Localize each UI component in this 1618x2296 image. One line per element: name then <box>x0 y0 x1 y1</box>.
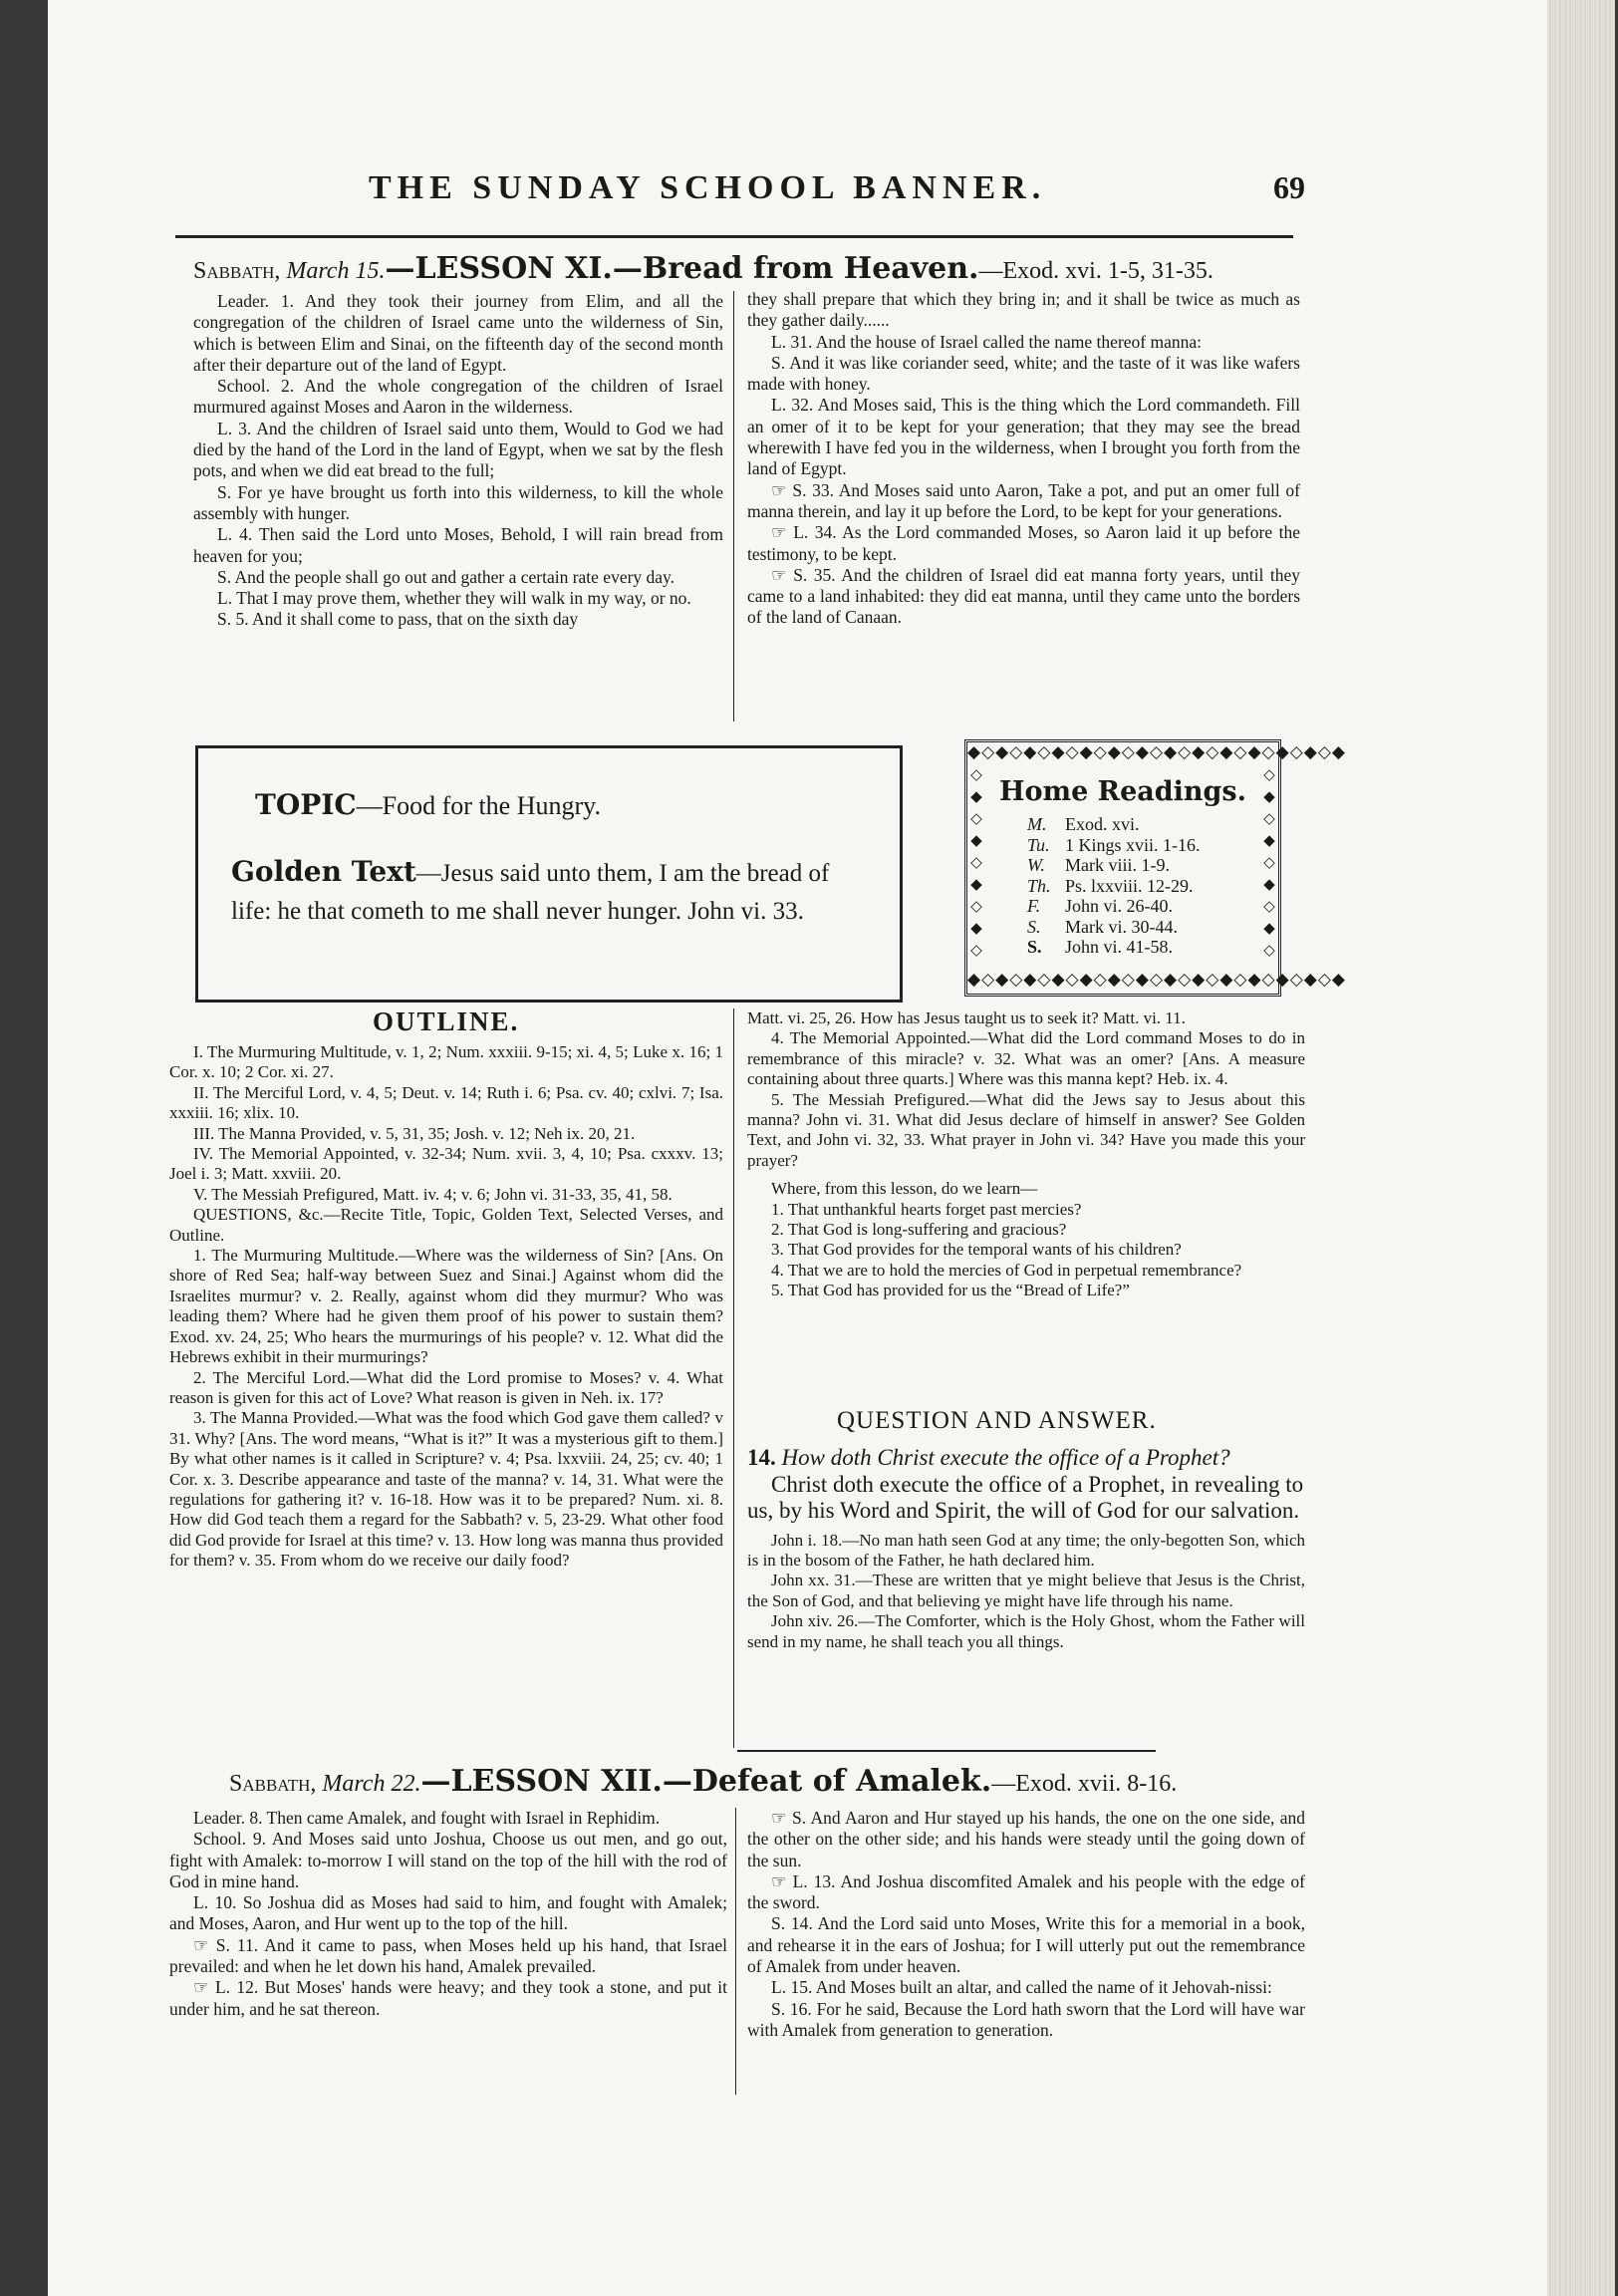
catechism-question <box>747 1445 1305 1472</box>
verse-paragraph: S. And it was like coriander seed, white; and the taste of it was like wafers made with honey. <box>747 352 1300 395</box>
lesson-11-title: —LESSON XI.—Bread from Heaven. <box>385 251 979 286</box>
topic-label: TOPIC <box>255 788 357 821</box>
question-paragraph: 3. The Manna Provided.—What was the food which God gave them called? v 31. Why? [Ans. The word means, “What is it?” It was a mysterious gift to them.] By what other names is it called in Scripture? v. 4; Psa. lxxviii. 24, 25; cv. 40; 1 Cor. x. 3. Describe appearance and taste of the manna? v. 14, 31. What were the regulations for gathering it? v. 16-18. How was it to be prepared? Num. xi. 8. How did God teach them a regard for the Sabbath? v. 5, 23-29. What other food did God provide for Israel at this time? v. 13. How long was manna thus provided for them? v. 35. From whom do we receive our daily food? <box>169 1408 723 1571</box>
periodical-title: THE SUNDAY SCHOOL BANNER. <box>369 169 1047 206</box>
reading-item: M. Exod. xvi. <box>1027 814 1140 834</box>
reading-item: S. John vi. 41-58. <box>1027 937 1173 957</box>
lesson-12-left-column <box>169 1808 727 2020</box>
lesson-12-reference: —Exod. xvii. 8-16. <box>991 1771 1178 1797</box>
lesson-11-reference: —Exod. xvi. 1-5, 31-35. <box>978 258 1214 284</box>
outline-item: III. The Manna Provided, v. 5, 31, 35; Josh. v. 12; Neh ix. 20, 21. <box>193 1123 636 1143</box>
question-number: 14. <box>747 1445 776 1470</box>
lesson-12-title: —LESSON XII.—Defeat of Amalek. <box>420 1764 992 1799</box>
home-readings-title: Home Readings. <box>999 776 1247 807</box>
learn-item: 1. That unthankful hearts forget past mercies? <box>771 1199 1082 1219</box>
verse-paragraph: ☞ L. 34. As the Lord commanded Moses, so Aaron laid it up before the testimony, to be kept. <box>747 522 1300 564</box>
learn-item: 2. That God is long-suffering and gracious? <box>771 1220 1067 1240</box>
question-paragraph: 4. The Memorial Appointed.—What did the Lord command Moses to do in remembrance of this miracle? v. 32. What was an omer? [Ans. A measure containing about three quarts.] Where was this manna kept? Heb. ix. 4. <box>747 1028 1305 1089</box>
outline-item: IV. The Memorial Appointed, v. 32-34; Num. xvii. 3, 4, 10; Psa. cxxxv. 13; Joel i. 3; Matt. xxviii. 20. <box>169 1144 723 1184</box>
verse-paragraph: ☞ S. 33. And Moses said unto Aaron, Take a pot, and put an omer full of manna therein, and lay it up before the Lord, to be kept for your generations. <box>747 479 1300 521</box>
verse-paragraph: L. 4. Then said the Lord unto Moses, Behold, I will rain bread from heaven for you; <box>193 524 723 566</box>
topic-line <box>255 788 601 821</box>
lesson-11-heading <box>193 251 1214 286</box>
question-paragraph: Matt. vi. 25, 26. How has Jesus taught us to seek it? Matt. vi. 11. <box>747 1008 1186 1027</box>
golden-text-body: —Jesus said unto them, I am the bread of life: he that cometh to me shall never hunger. John vi. 33. <box>231 860 830 925</box>
lesson-12-day: Sabbath, <box>229 1771 317 1797</box>
column-divider <box>733 291 734 721</box>
lesson-12-date: March 22. <box>322 1771 421 1797</box>
learn-item: 3. That God provides for the temporal wants of his children? <box>771 1240 1182 1260</box>
ornament-border-left: ◇ ◆ ◇ ◆ ◇ ◆ ◇ ◆ ◇ <box>970 767 982 959</box>
lesson-12-heading <box>229 1764 1177 1799</box>
question-answer-body <box>747 1445 1305 1652</box>
reading-item: W. Mark viii. 1-9. <box>1027 855 1170 875</box>
running-header <box>369 169 1305 209</box>
box-left-border <box>195 748 198 1000</box>
verse-paragraph: S. 5. And it shall come to pass, that on the sixth day <box>217 609 579 630</box>
ornament-border-bottom: ◆◇◆◇◆◇◆◇◆◇◆◇◆◇◆◇◆◇◆◇◆◇◆◇◆◇◆ <box>967 970 1346 989</box>
reading-item: Th. Ps. lxxviii. 12-29. <box>1027 875 1194 896</box>
outline-item: V. The Messiah Prefigured, Matt. iv. 4; v. 6; John vi. 31-33, 35, 41, 58. <box>193 1184 673 1204</box>
question-paragraph: 2. The Merciful Lord.—What did the Lord promise to Moses? v. 4. What reason is given for this act of Love? What reason is given in Neh. ix. 17? <box>169 1367 723 1407</box>
question-answer-title: QUESTION AND ANSWER. <box>837 1407 1157 1434</box>
reading-item: F. John vi. 26-40. <box>1027 896 1173 916</box>
outline-item: QUESTIONS, &c.—Recite Title, Topic, Golden Text, Selected Verses, and Outline. <box>169 1205 723 1245</box>
header-rule <box>175 235 1293 238</box>
verse-paragraph: ☞ L. 13. And Joshua discomfited Amalek and his people with the edge of the sword. <box>747 1870 1305 1913</box>
verse-paragraph: L. That I may prove them, whether they will walk in my way, or no. <box>217 588 691 609</box>
verse-paragraph: L. 15. And Moses built an altar, and called the name of it Jehovah-nissi: <box>771 1977 1272 1998</box>
lesson-separator-rule <box>737 1750 1156 1752</box>
verse-paragraph: ☞ S. 35. And the children of Israel did eat manna forty years, until they came to a land inhabited: they did eat manna, until they came unto the borders of the land of Canaan. <box>747 564 1300 628</box>
lesson-11-left-column <box>193 291 723 631</box>
home-readings-box <box>964 739 1346 997</box>
verse-paragraph: they shall prepare that which they bring in; and it shall be twice as much as they gather daily...... <box>747 289 1300 331</box>
verse-paragraph: S. 16. For he said, Because the Lord hath sworn that the Lord will have war with Amalek from generation to generation. <box>747 1998 1305 2040</box>
page-edges <box>1547 0 1615 2296</box>
verse-paragraph: S. And the people shall go out and gather a certain rate every day. <box>217 566 675 587</box>
column-divider <box>735 1808 736 2095</box>
verse-paragraph: Leader. 8. Then came Amalek, and fought with Israel in Rephidim. <box>193 1808 661 1828</box>
proof-texts <box>747 1531 1305 1652</box>
question-text: How doth Christ execute the office of a Prophet? <box>781 1445 1230 1470</box>
proof-text: John xx. 31.—These are written that ye might believe that Jesus is the Christ, the Son of God, and that believing ye might have life through his name. <box>747 1571 1305 1610</box>
question-paragraph: 5. The Messiah Prefigured.—What did the Jews say to Jesus about this manna? John vi. 31. What did Jesus declare of himself in answer? See Golden Text, and John vi. 32, 33. What prayer in John vi. 34? Have you made this your prayer? <box>747 1089 1305 1170</box>
proof-text: John i. 18.—No man hath seen God at any time; the only-begotten Son, which is in the bosom of the Father, he hath declared him. <box>747 1530 1305 1570</box>
verse-paragraph: ☞ S. And Aaron and Hur stayed up his hands, the one on the one side, and the other on the other side; and his hands were steady until the going down of the sun. <box>747 1808 1305 1870</box>
verse-paragraph: Leader. 1. And they took their journey from Elim, and all the congregation of the children of Israel came unto the wilderness of Sin, which is between Elim and Sinai, on the fifteenth day of the second month after their departure out of the land of Egypt. <box>193 291 723 375</box>
verse-paragraph: L. 10. So Joshua did as Moses had said to him, and fought with Amalek; and Moses, Aaron, and Hur went up to the top of the hill. <box>169 1892 727 1934</box>
box-right-border <box>900 748 903 1000</box>
outline-item: I. The Murmuring Multitude, v. 1, 2; Num. xxxiii. 9-15; xi. 4, 5; Luke x. 16; 1 Cor. x. 10; 2 Cor. xi. 27. <box>169 1042 723 1082</box>
verse-paragraph: School. 2. And the whole congregation of the children of Israel murmured against Moses and Aaron in the wilderness. <box>193 376 723 418</box>
verse-paragraph: School. 9. And Moses said unto Joshua, Choose us out men, and go out, fight with Amalek: to-morrow I will stand on the top of the hill with the rod of God in mine hand. <box>169 1829 727 1891</box>
lesson-11-date: March 15. <box>286 258 386 284</box>
lesson-11-day: Sabbath, <box>193 258 281 284</box>
proof-text: John xiv. 26.—The Comforter, which is the Holy Ghost, whom the Father will send in my name, he shall teach you all things. <box>747 1611 1305 1651</box>
lesson-11-right-column <box>747 289 1300 629</box>
lesson-12-right-column <box>747 1808 1305 2041</box>
questions-right-column <box>747 1008 1305 1301</box>
golden-text-label: Golden Text <box>231 855 416 888</box>
outline-item: II. The Merciful Lord, v. 4, 5; Deut. v. 14; Ruth i. 6; Psa. cv. 40; cxlvi. 7; Isa. xxxiii. 16; xlix. 10. <box>169 1082 723 1123</box>
verse-paragraph: L. 32. And Moses said, This is the thing which the Lord commandeth. Fill an omer of it to be kept for your generation; that they may see the bread wherewith I have fed you in the wilderness, when I brought you forth from the land of Egypt. <box>747 395 1300 479</box>
verse-paragraph: S. 14. And the Lord said unto Moses, Write this for a memorial in a book, and rehearse it in the ears of Joshua; for I will utterly put out the remembrance of Amalek from under heaven. <box>747 1913 1305 1977</box>
question-paragraph: 1. The Murmuring Multitude.—Where was the wilderness of Sin? [Ans. On shore of Red Sea; half-way between Suez and Sinai.] Against whom did the Israelites murmur? v. 2. Really, against whom did they murmur? Who was leading them? Where had he given them proof of his power to sustain them? Exod. xv. 24, 25; Who hears the murmurings of his people? v. 12. What did the Hebrews exhibit in their murmurings? <box>169 1246 723 1367</box>
home-readings-list <box>1027 814 1201 958</box>
reading-item: S. Mark vi. 30-44. <box>1027 916 1178 937</box>
ornament-border-top: ◆◇◆◇◆◇◆◇◆◇◆◇◆◇◆◇◆◇◆◇◆◇◆◇◆◇◆ <box>967 742 1346 761</box>
page-number: 69 <box>1273 169 1305 205</box>
topic-golden-text-box <box>195 745 903 1003</box>
learn-intro: Where, from this lesson, do we learn— <box>771 1179 1038 1199</box>
topic-text: —Food for the Hungry. <box>356 791 601 820</box>
ornament-border-right: ◇ ◆ ◇ ◆ ◇ ◆ ◇ ◆ ◇ <box>1263 767 1275 959</box>
verse-paragraph: S. For ye have brought us forth into this wilderness, to kill the whole assembly with hunger. <box>193 481 723 523</box>
outline-title: OUTLINE. <box>373 1006 520 1036</box>
column-divider <box>733 1008 734 1748</box>
outline-column <box>169 1042 723 1572</box>
learn-item: 4. That we are to hold the mercies of God in perpetual remembrance? <box>771 1260 1242 1280</box>
catechism-answer: Christ doth execute the office of a Prophet, in revealing to us, by his Word and Spirit, the will of God for our salvation. <box>747 1471 1304 1523</box>
verse-paragraph: ☞ S. 11. And it came to pass, when Moses held up his hand, that Israel prevailed: and when he let down his hand, Amalek prevailed. <box>169 1934 727 1977</box>
golden-text <box>231 853 869 931</box>
verse-paragraph: L. 3. And the children of Israel said unto them, Would to God we had died by the hand of the Lord in the land of Egypt, when we sat by the flesh pots, and when we did eat bread to the full; <box>193 418 723 481</box>
reading-item: Tu. 1 Kings xvii. 1-16. <box>1027 834 1201 855</box>
verse-paragraph: ☞ L. 12. But Moses' hands were heavy; and they took a stone, and put it under him, and he sat thereon. <box>169 1977 727 2019</box>
verse-paragraph: L. 31. And the house of Israel called the name thereof manna: <box>771 331 1202 352</box>
learn-item: 5. That God has provided for us the “Bread of Life?” <box>771 1281 1130 1300</box>
